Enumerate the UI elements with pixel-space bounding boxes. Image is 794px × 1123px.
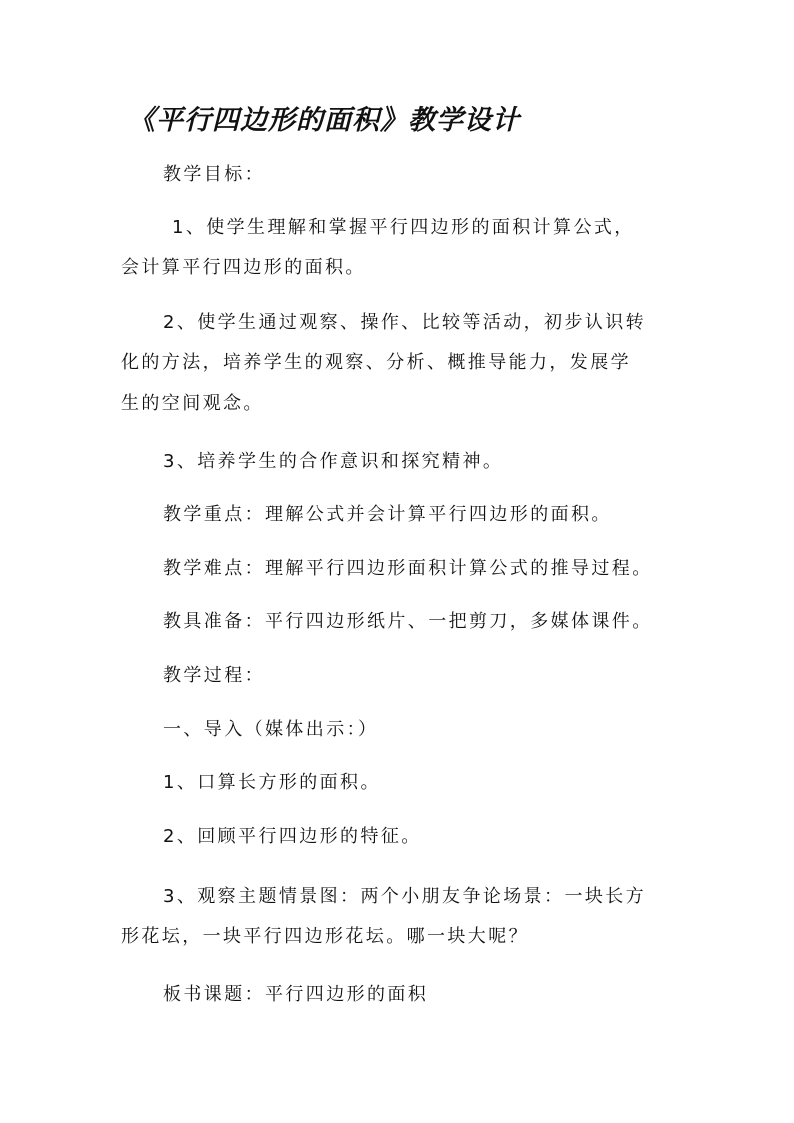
step-2: 2、回顾平行四边形的特征。 xyxy=(163,826,422,847)
objective-2-line-3: 生的空间观念。 xyxy=(121,393,264,414)
board-topic: 板书课题：平行四边形的面积 xyxy=(163,984,429,1005)
teaching-key-point: 教学重点：理解公式并会计算平行四边形的面积。 xyxy=(163,504,612,525)
teaching-materials: 教具准备：平行四边形纸片、一把剪刀，多媒体课件。 xyxy=(163,611,653,632)
step-1: 1、口算长方形的面积。 xyxy=(163,772,381,793)
objective-1-line-1: 1、使学生理解和掌握平行四边形的面积计算公式， xyxy=(172,217,635,238)
process-heading: 教学过程： xyxy=(163,665,265,686)
step-3-line-1: 3、观察主题情景图：两个小朋友争论场景：一块长方 xyxy=(163,886,647,907)
objective-1-line-2: 会计算平行四边形的面积。 xyxy=(121,257,366,278)
section-1-heading: 一、导入（媒体出示：） xyxy=(163,719,379,740)
objective-2-line-1: 2、使学生通过观察、操作、比较等活动，初步认识转 xyxy=(163,312,647,333)
objectives-heading: 教学目标： xyxy=(163,164,265,185)
objective-2-line-2: 化的方法，培养学生的观察、分析、概推导能力，发展学 xyxy=(121,352,631,373)
document-title: 《平行四边形的面积》教学设计 xyxy=(128,105,520,136)
step-3-line-2: 形花坛，一块平行四边形花坛。哪一块大呢？ xyxy=(121,926,529,947)
objective-3: 3、培养学生的合作意识和探究精神。 xyxy=(163,451,504,472)
teaching-difficulty: 教学难点：理解平行四边形面积计算公式的推导过程。 xyxy=(163,558,653,579)
